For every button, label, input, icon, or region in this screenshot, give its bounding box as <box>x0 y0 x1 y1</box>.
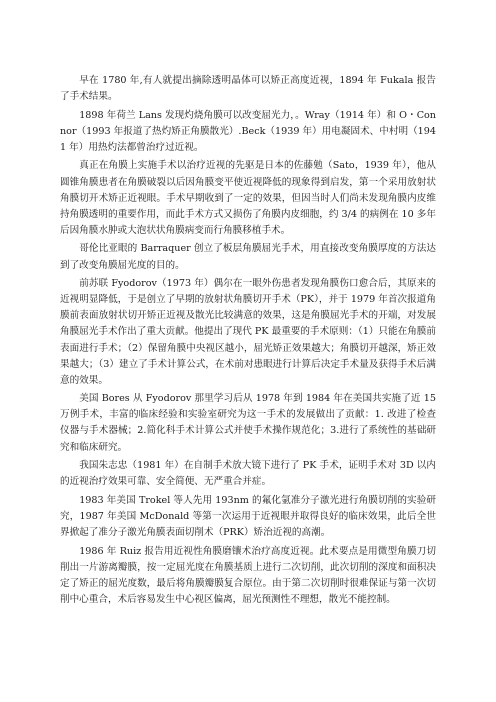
paragraph-5: 前苏联 Fyodorov（1973 年）偶尔在一眼外伤患者发现角膜伤口愈合后，其原来的近视明显降低，于是创立了早期的放射状角膜切开手术（PK），并于 1979 年首次报道角膜前表面放射状切开矫正近视及散光比较满意的效果，这是角膜屈光手术的开端，对发展角膜屈光手术作出了重大贡献。他提出了现代 PK 最重要的手术原则：（1）只能在角膜前表面进行手术；（2）保留角膜中央视区越小，屈光矫正效果越大；角膜切开越深，矫正效果越大；（3）建立了手术计算公式，在术前对患眼进行计算后决定手术量及获得手术后满意的效果。 <box>60 278 436 386</box>
paragraph-6: 美国 Bores 从 Fyodorov 那里学习后从 1978 年到 1984 年在美国共实施了近 15 万例手术，丰富的临床经验和实验室研究为这一手术的发展做出了贡献：1. 改进了检查仪器与手术器械；2.简化科手术计算公式并使手术操作规范化；3.进行了系统性的基础研究和临床研究。 <box>60 393 436 453</box>
paragraph-3: 真正在角膜上实施手术以治疗近视的先驱是日本的佐藤勉（Sato，1939 年），他从圆锥角膜患者在角膜破裂以后因角膜变平使近视降低的现象得到启发，第一个采用放射状角膜切开术矫正近视眼。手术早期收到了一定的效果，但因当时人们尚未发现角膜内皮维持角膜透明的重要作用，而此手术方式又损伤了角膜内皮细胞，约 3/4 的病例在 10 多年后因角膜水肿或大泡状状角膜病变而行角膜移植手术。 <box>60 160 436 236</box>
paragraph-9: 1986 年 Ruiz 报告用近视性角膜磨镶术治疗高度近视。此术要点是用微型角膜刀切削出一片游离瓣膜，按一定屈光度在角膜基质上进行二次切削，此次切削的深度和面积决定了矫正的屈光度数，最后将角膜瓣膜复合原位。由于第二次切削时很难保证与第一次切削中心重合，术后容易发生中心视区偏离，屈光预测性不理想，散光不能控制。 <box>60 545 436 605</box>
paragraph-2: 1898 年荷兰 Lans 发现灼烧角膜可以改变屈光力，。Wray（1914 年）和 O・Connor（1993 年报道了热灼矫正角膜散光）.Beck（1939 年）用电凝固术、中村明（1941 年）用热灼法都曾治疗过近视。 <box>60 109 436 153</box>
paragraph-8: 1983 年美国 Trokel 等人先用 193nm 的氟化氩准分子激光进行角膜切削的实验研究，1987 年美国 McDonald 等第一次运用于近视眼并取得良好的临床效果，此后全世界掀起了准分子激光角膜表面切削术（PRK）矫治近视的高潮。 <box>60 494 436 539</box>
paragraph-1: 早在 1780 年,有人就提出摘除透明晶体可以矫正高度近视，1894 年 Fukala 报告了手术结果。 <box>60 75 436 103</box>
body-text <box>60 73 436 611</box>
paragraph-4: 哥伦比亚眼的 Barraquer 创立了板层角膜屈光手术，用直接改变角膜厚度的方法达到了改变角膜屈光度的目的。 <box>60 243 436 271</box>
paragraph-7: 我国朱志忠（1981 年）在自制手术放大镜下进行了 PK 手术，证明手术对 3D 以内的近视治疗效果可靠、安全简便、无严重合并症。 <box>60 460 436 488</box>
